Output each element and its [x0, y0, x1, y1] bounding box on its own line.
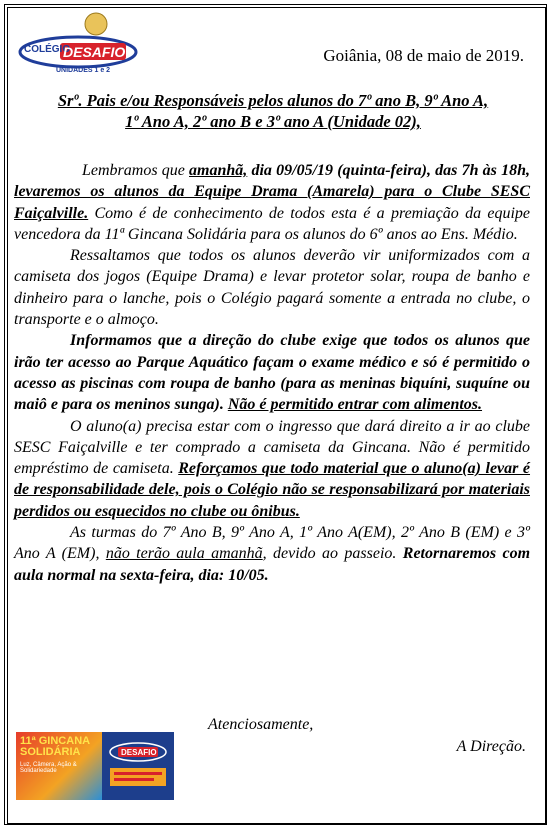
logo-units-text: UNIDADES 1 e 2	[56, 67, 111, 74]
logo-brand-text: DESAFIO	[63, 44, 126, 60]
heading-line-1: Srº. Pais e/ou Responsáveis pelos alunos do 7º ano B, 9º Ano A,	[57, 91, 489, 110]
logo-school-text: COLÉGIO	[24, 44, 71, 55]
heading-line-2: 1º Ano A, 2º ano B e 3º ano A (Unidade 02),	[125, 112, 421, 131]
closing-salutation: Atenciosamente,	[208, 716, 314, 733]
school-logo	[16, 10, 146, 76]
paragraph-1: Lembramos que amanhã, dia 09/05/19 (quinta-feira), das 7h às 18h, levaremos os alunos da Equipe Drama (Amarela) para o Clube SESC Faiçalville. Como é de conhecimento de todos esta é a premiação da equipe vencedora da 11ª Gincana Solidária para os alunos do 6º anos ao Ens. Médio.	[14, 162, 530, 243]
letter-date: Goiânia, 08 de maio de 2019.	[323, 46, 524, 65]
banner-brand-text: DESAFIO	[121, 748, 157, 757]
signature: A Direção.	[456, 738, 526, 755]
addressee-heading	[14, 90, 532, 132]
paragraph-2: Ressaltamos que todos os alunos deverão vir uniformizados com a camiseta dos jogos (Equipe Drama) e levar protetor solar, roupa de banho e dinheiro para o lanche, pois o Colégio pagará somente a entrada no clube, o transporte e o almoço.	[14, 247, 530, 329]
letter-body	[14, 160, 530, 586]
banner-title: 11ª GINCANA SOLIDÁRIA	[20, 735, 91, 758]
paragraph-3: Informamos que a direção do clube exige que todos os alunos que irão ter acesso ao Parque Aquático façam o exame médico e só é permitido o acesso as piscinas com roupa de banho (para as meninas biquíni, suquíne ou maiô e para os meninos sunga). Não é permitido entrar com alimentos.	[14, 332, 530, 414]
paragraph-4: O aluno(a) precisa estar com o ingresso que dará direito a ir ao clube SESC Faiçalville e ter comprado a camiseta da Gincana. Não é permitido empréstimo de camiseta. Reforçamos que todo material que o aluno(a) levar é de responsabilidade dele, pois o Colégio não se responsabilizará por materiais perdidos ou esquecidos no clube ou ônibus.	[14, 417, 531, 520]
banner-right-panel	[106, 738, 170, 794]
document	[14, 6, 532, 816]
paragraph-5: As turmas do 7º Ano B, 9º Ano A, 1º Ano A(EM), 2º Ano B (EM) e 3º Ano A (EM), não terão aula amanhã, devido ao passeio. Retornaremos com aula normal na sexta-feira, dia: 10/05.	[14, 524, 531, 584]
banner-tagline: Luz, Câmera, Ação & Solidariedade	[20, 762, 77, 774]
gincana-banner-image	[16, 732, 174, 800]
